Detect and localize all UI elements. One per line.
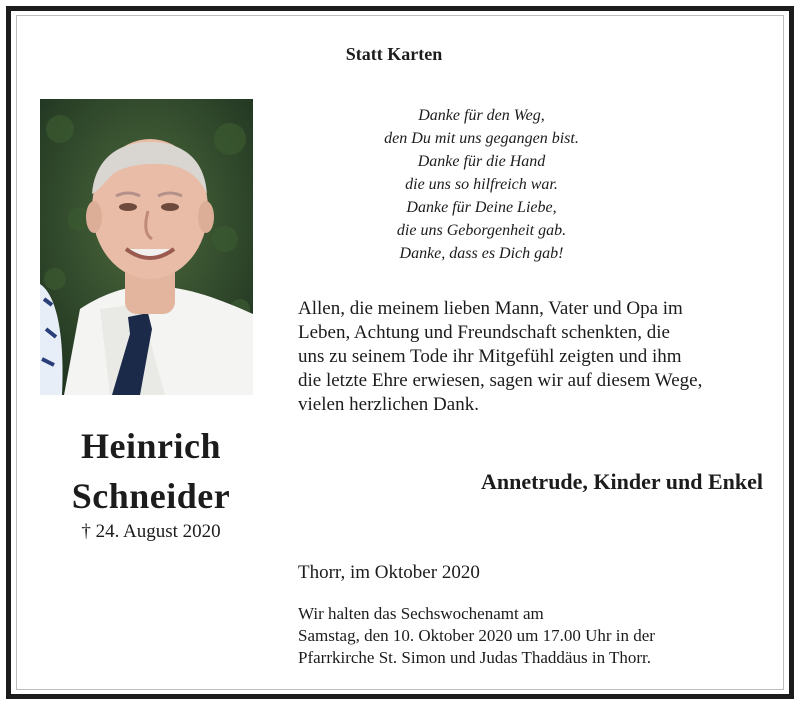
header-title: Statt Karten (345, 44, 443, 64)
poem-line: die uns Geborgenheit gab. (396, 222, 567, 239)
service-line: Pfarrkirche St. Simon und Judas Thaddäus in Thorr. (298, 648, 652, 667)
poem (299, 104, 664, 265)
family-signature: Annetrude, Kinder und Enkel (480, 469, 763, 494)
poem-line: Danke für den Weg, (418, 107, 545, 124)
thanks-line: vielen herzlichen Dank. (298, 394, 479, 415)
poem-line: die uns so hilfreich war. (405, 176, 558, 193)
poem-line: Danke für Deine Liebe, (406, 199, 557, 216)
service-line: Wir halten das Sechswochenamt am (298, 604, 544, 623)
poem-line: Danke für die Hand (417, 153, 546, 170)
service-line: Samstag, den 10. Oktober 2020 um 17.00 Uhr in der (298, 626, 655, 645)
poem-line: den Du mit uns gegangen bist. (384, 130, 579, 147)
thanks-line: Allen, die meinem lieben Mann, Vater und Opa im (298, 298, 683, 319)
place-date: Thorr, im Oktober 2020 (298, 562, 480, 583)
service-info (298, 603, 655, 669)
death-date: † 24. August 2020 (81, 521, 221, 542)
thanks-line: Leben, Achtung und Freundschaft schenkten, die (298, 322, 670, 343)
obituary-card (6, 6, 794, 699)
first-name: Heinrich (81, 426, 221, 466)
deceased-name (31, 421, 271, 521)
thanks-line: uns zu seinem Tode ihr Mitgefühl zeigten und ihm (298, 346, 682, 367)
poem-line: Danke, dass es Dich gab! (399, 245, 564, 262)
thanks-paragraph (298, 297, 778, 417)
thanks-line: die letzte Ehre erwiesen, sagen wir auf diesem Wege, (298, 370, 703, 391)
last-name: Schneider (71, 476, 231, 516)
portrait-photo (40, 99, 253, 395)
